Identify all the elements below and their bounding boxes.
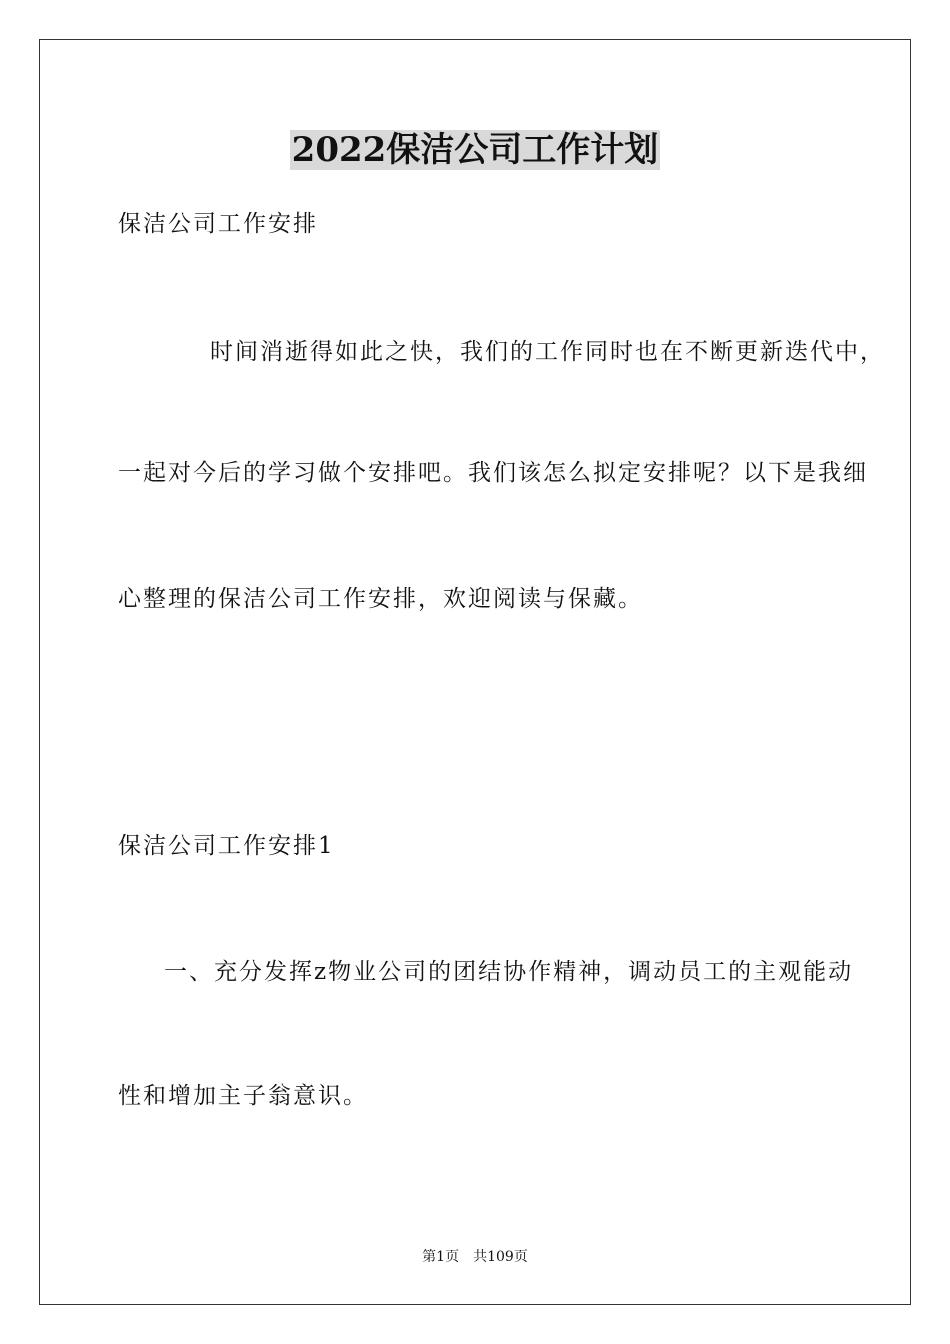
paragraph-line: 心整理的保洁公司工作安排，欢迎阅读与保藏。 bbox=[118, 586, 643, 612]
page-total: 共109页 bbox=[473, 1249, 528, 1265]
paragraph-line: 时间消逝得如此之快，我们的工作同时也在不断更新迭代中， bbox=[210, 339, 885, 365]
document-title bbox=[0, 128, 950, 172]
section-heading: 保洁公司工作安排 bbox=[118, 211, 318, 237]
paragraph-line: 一、充分发挥z物业公司的团结协作精神，调动员工的主观能动 bbox=[164, 959, 854, 985]
document-title-text: 2022保洁公司工作计划 bbox=[291, 130, 659, 170]
section-heading: 保洁公司工作安排1 bbox=[118, 833, 335, 859]
paragraph-line: 一起对今后的学习做个安排吧。我们该怎么拟定安排呢？以下是我细 bbox=[118, 460, 868, 486]
page-number: 第1页 bbox=[422, 1249, 460, 1265]
page-footer bbox=[0, 1248, 950, 1266]
paragraph-line: 性和增加主子翁意识。 bbox=[118, 1083, 368, 1109]
